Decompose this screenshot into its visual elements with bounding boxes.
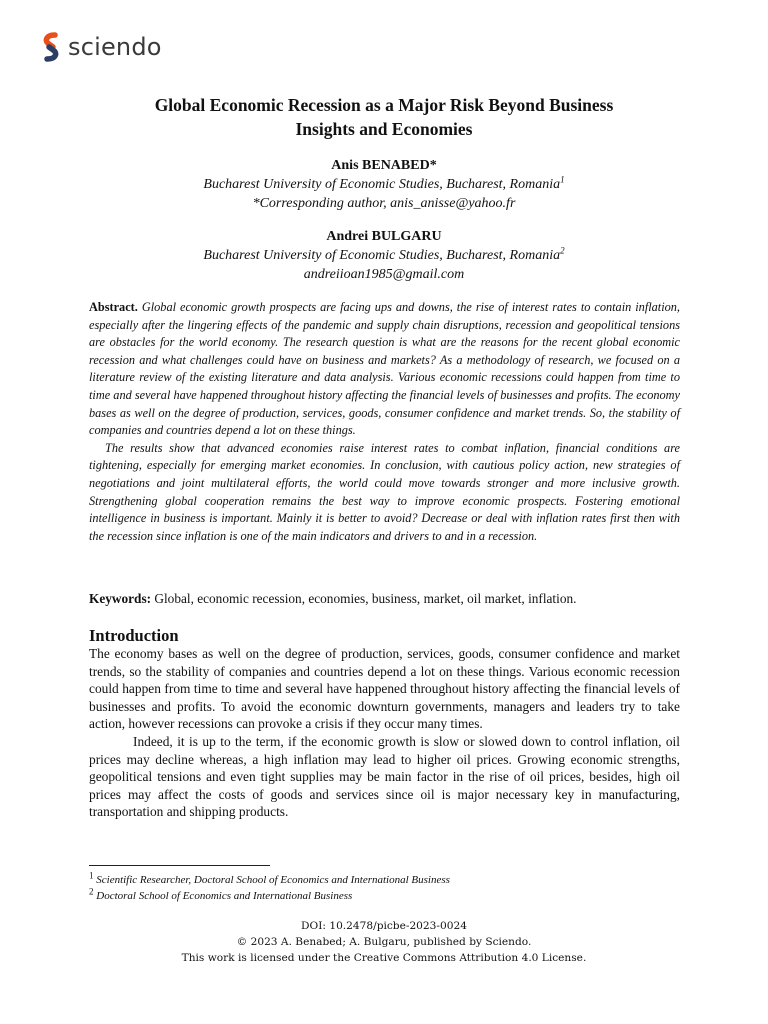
keywords bbox=[89, 590, 680, 608]
author-contact: *Corresponding author, anis_anisse@yahoo.fr bbox=[252, 196, 516, 211]
title-line-2: Insights and Economies bbox=[295, 119, 473, 139]
publisher-name: sciendo bbox=[68, 33, 162, 61]
affiliation-footnote-marker: 2 bbox=[560, 245, 565, 256]
footnote-1: $^1$ Scientific Researcher, Doctoral School of Economics and International Business bbox=[89, 870, 450, 886]
title-line-1: Global Economic Recession as a Major Risk Beyond Business bbox=[154, 95, 614, 115]
author-2 bbox=[60, 227, 708, 284]
keywords-label: Keywords: bbox=[89, 591, 152, 606]
introduction-paragraph-1: The economy bases as well on the degree of production, services, goods, consumer confidence and market trends, so the stability of companies and countries depend a lot on these things. Various economic recession could happen from time to time and several have happened throughout history affecting the financial levels of businesses and profits. To avoid the economic downturn governments, managers and leaders try to take action, however recessions can provoke a crisis if they occur many times. bbox=[89, 646, 680, 732]
copyright-notice: © 2023 A. Benabed; A. Bulgaru, published by Sciendo. bbox=[236, 936, 532, 948]
publication-info bbox=[0, 918, 768, 966]
publisher-logo bbox=[40, 32, 162, 62]
abstract-paragraph-2: The results show that advanced economies raise interest rates to combat inflation, financial conditions are tightening, especially for emerging market economies. In conclusion, with cautious policy action, new strategies of negotiations and joint multilateral efforts, the world could move towards stronger and more inclusive growth. Strengthening global cooperation remains the best way to improve economic prospects. Fostering emotional intelligence in business is important. Mainly it is better to avoid? Decrease or deal with inflation rates first then with the recession since inflation is one of the main indicators and drivers to and in a recession. bbox=[89, 440, 680, 543]
footnotes bbox=[89, 872, 450, 904]
introduction-heading: Introduction bbox=[89, 626, 179, 645]
keywords-text: Global, economic recession, economies, business, market, oil market, inflation. bbox=[154, 591, 577, 606]
author-name: Andrei BULGARU bbox=[326, 229, 442, 244]
abstract-label: Abstract. bbox=[89, 300, 138, 314]
abstract-paragraph-1: Abstract. Global economic growth prospects are facing ups and downs, the rise of interest rates to contain inflation, especially after the lingering effects of the pandemic and supply chain disruptions, recession and geopolitical tensions are obstacles for the world economy. The research question is what are the reasons for the recent global economic recession and what challenges could have on business and markets? As a methodology of research, we focused on a literature review of the existing literature and data analysis. Various economic recessions could happen from time to time and several have happened throughout history affecting the financial levels of businesses and profits. The economy bases as well on the degree of production, services, goods, consumer confidence and market trends. So, the stability of companies and countries depend a lot on these things. bbox=[89, 300, 680, 438]
introduction-paragraph-2: Indeed, it is up to the term, if the economic growth is slow or slowed down to control inflation, oil prices may decline whereas, a high inflation may lead to higher oil prices. Growing economic strengths, geopolitical tensions and even tight supplies may be main factor in the rise of oil prices, besides, high oil prices may affect the costs of goods and services since oil is major necessary key in manufacturing, transportation and shipping products. bbox=[89, 733, 680, 820]
doi-link[interactable]: DOI: 10.2478/picbe-2023-0024 bbox=[301, 920, 467, 932]
author-name: Anis BENABED* bbox=[331, 158, 437, 173]
sciendo-s-logo-icon bbox=[40, 32, 62, 62]
abstract bbox=[89, 299, 680, 545]
author-contact: andreiioan1985@gmail.com bbox=[303, 267, 465, 282]
footnote-divider bbox=[89, 865, 270, 866]
footnote-2: $^2$ Doctoral School of Economics and International Business bbox=[89, 886, 353, 902]
author-affiliation: Bucharest University of Economic Studies, Bucharest, Romania$^2$ bbox=[203, 245, 565, 263]
introduction-body bbox=[89, 645, 680, 821]
affiliation-footnote-marker: 1 bbox=[560, 174, 565, 185]
author-1 bbox=[60, 156, 708, 213]
author-affiliation: Bucharest University of Economic Studies, Bucharest, Romania$^1$ bbox=[203, 174, 565, 192]
paper-title bbox=[60, 93, 708, 141]
license-notice: This work is licensed under the Creative Commons Attribution 4.0 License. bbox=[181, 952, 587, 964]
